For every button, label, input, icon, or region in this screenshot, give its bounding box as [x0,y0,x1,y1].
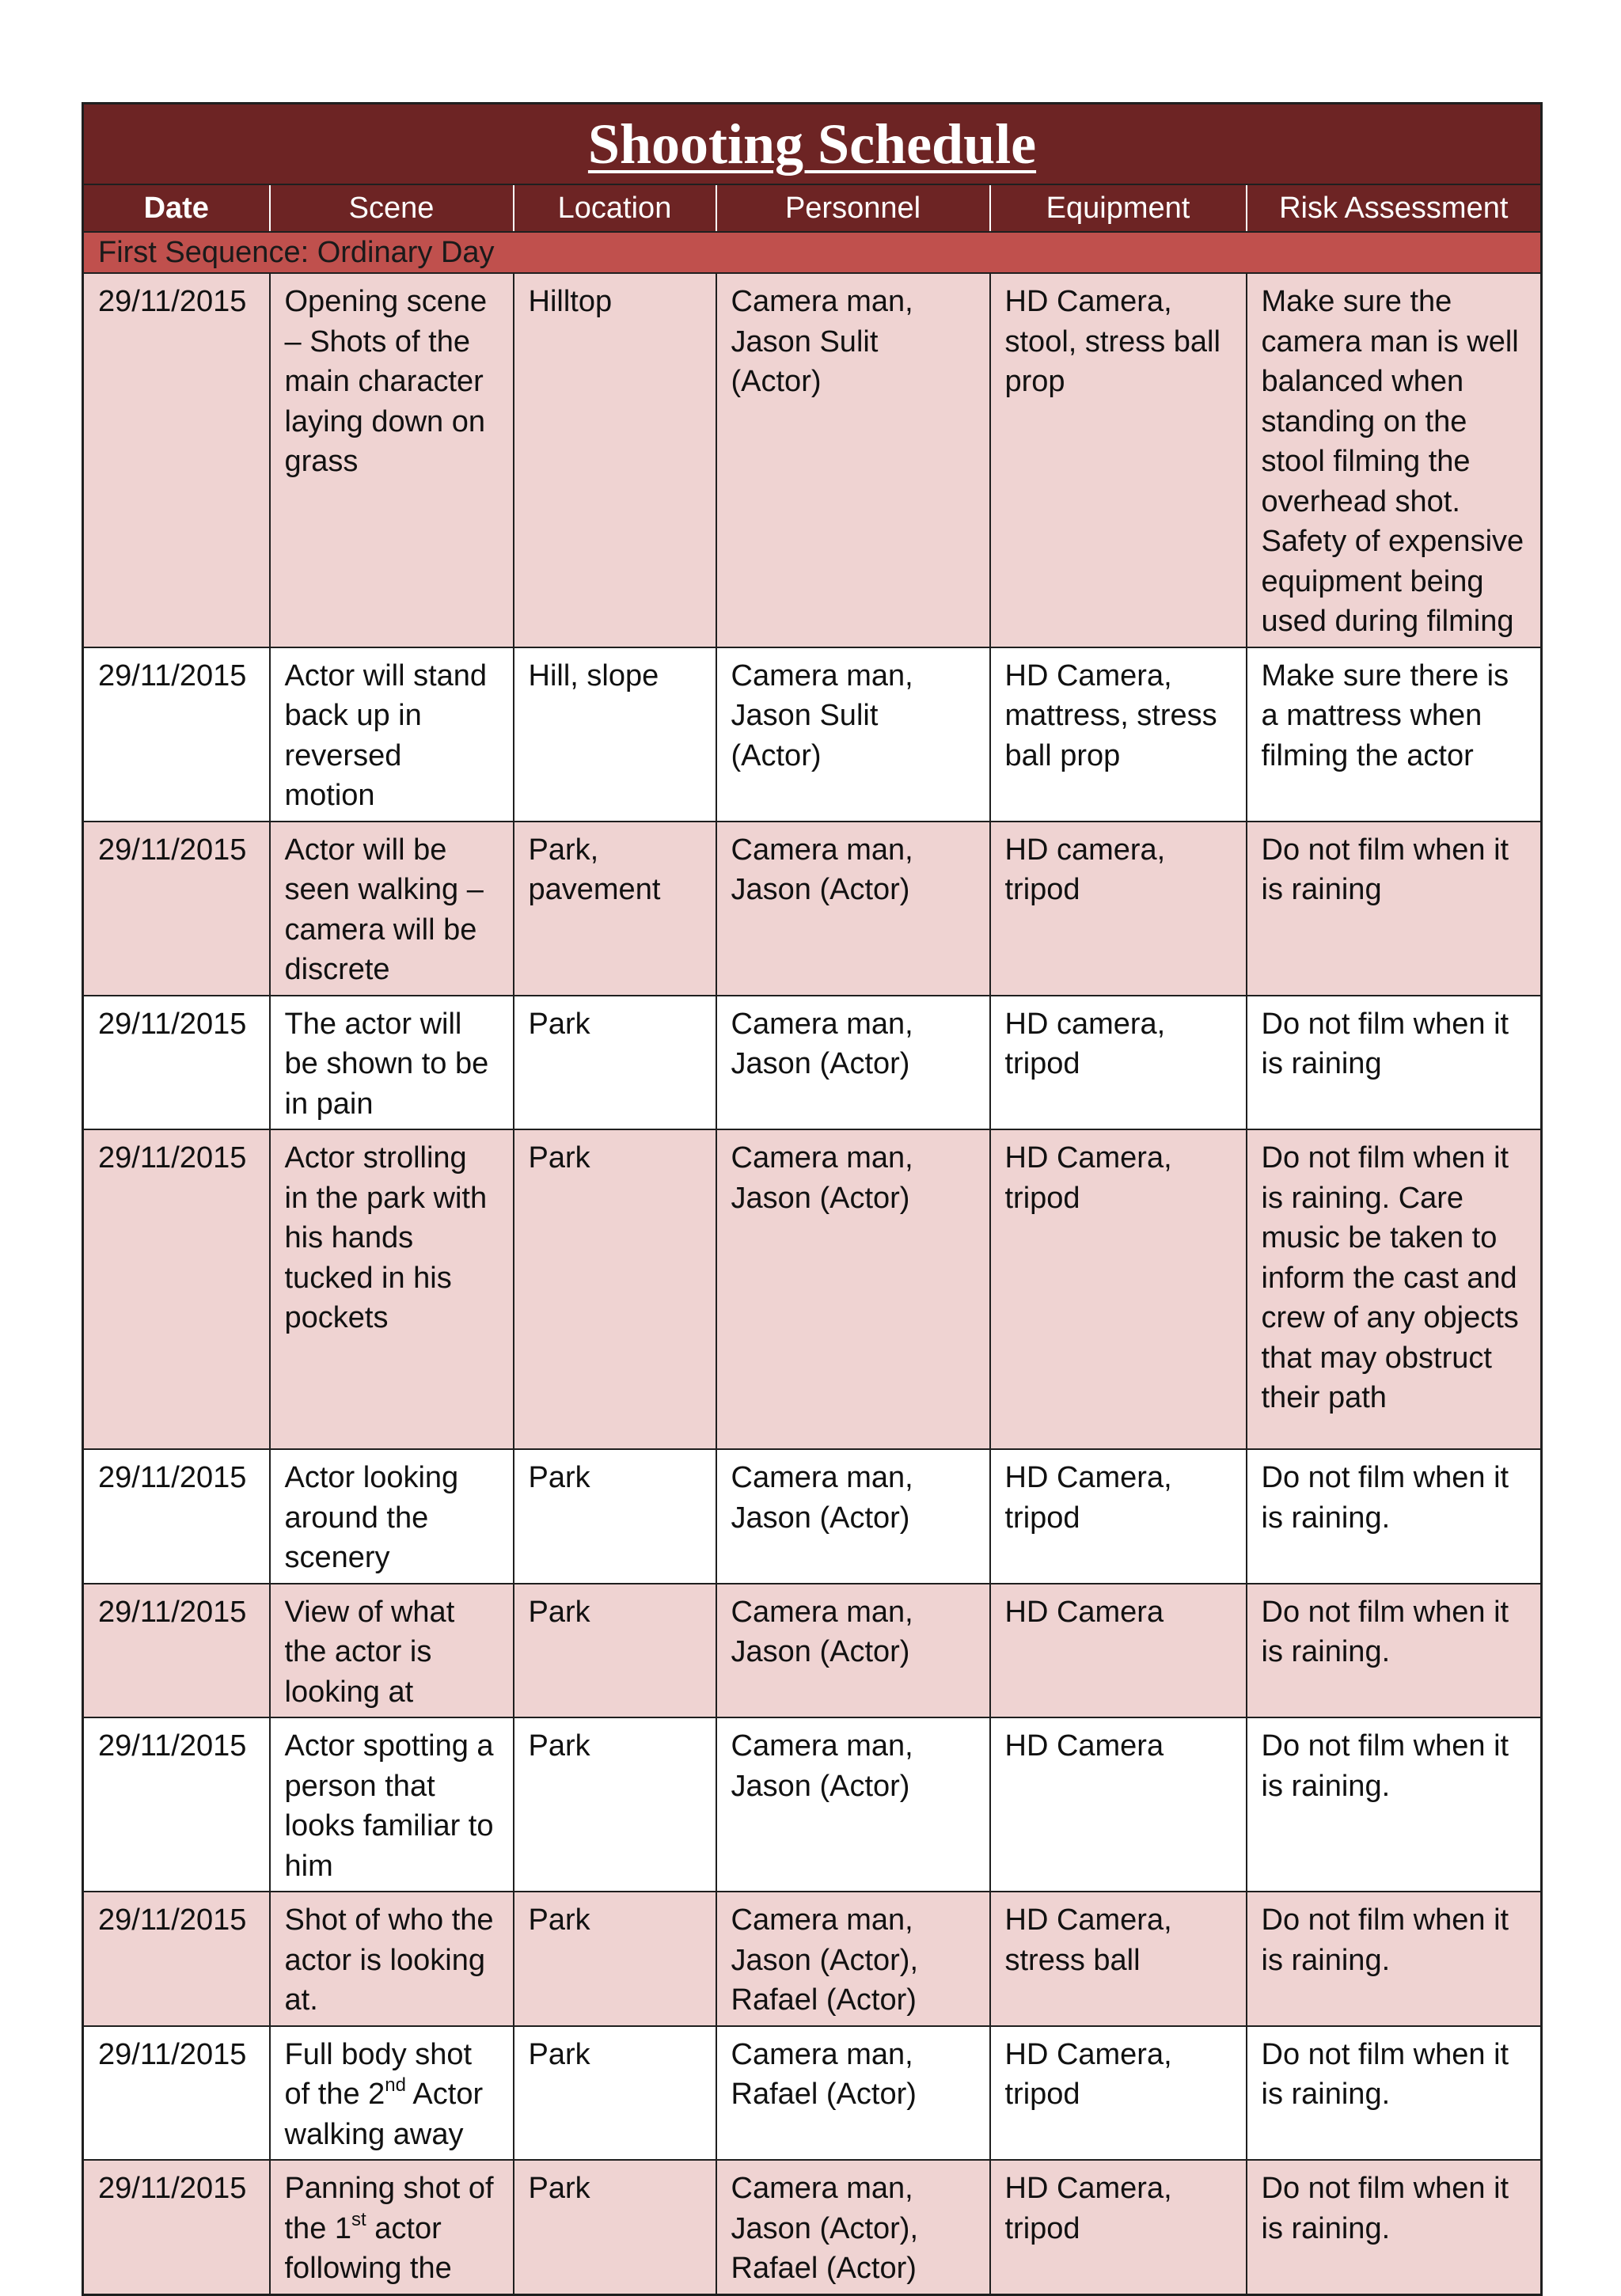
personnel-cell: Camera man, Jason (Actor) [716,822,990,996]
column-header-date: Date [83,184,270,232]
risk-cell: Make sure there is a mattress when filming the actor [1247,647,1542,822]
equipment-cell: HD Camera, stress ball [990,1892,1247,2026]
location-cell: Hilltop [514,273,716,647]
personnel-cell: Camera man, Jason (Actor) [716,1584,990,1718]
title-cell [83,104,1542,185]
personnel-cell: Camera man, Jason (Actor), Rafael (Actor) [716,2160,990,2294]
table-row [83,1892,1542,2026]
location-cell: Park [514,2160,716,2294]
table-row [83,2026,1542,2161]
date-cell: 29/11/2015 [83,647,270,822]
scene-cell [270,2160,514,2294]
risk-cell: Do not film when it is raining. [1247,1584,1542,1718]
scene-cell: Opening scene – Shots of the main character laying down on grass [270,273,514,647]
location-cell: Hill, slope [514,647,716,822]
scene-cell: Actor strolling in the park with his hands tucked in his pockets [270,1129,514,1449]
risk-cell: Do not film when it is raining. [1247,1449,1542,1584]
date-cell: 29/11/2015 [83,2160,270,2294]
date-cell: 29/11/2015 [83,273,270,647]
table-row [83,1584,1542,1718]
risk-cell: Do not film when it is raining. [1247,2026,1542,2161]
risk-cell: Do not film when it is raining. [1247,1717,1542,1892]
scene-cell: The actor will be shown to be in pain [270,996,514,1130]
equipment-cell: HD Camera, stool, stress ball prop [990,273,1247,647]
risk-cell: Do not film when it is raining. Care music be taken to inform the cast and crew of any objects that may obstruct their path [1247,1129,1542,1449]
column-header-personnel: Personnel [716,184,990,232]
location-cell: Park [514,1892,716,2026]
shooting-schedule-table [82,102,1543,2296]
equipment-cell: HD camera, tripod [990,996,1247,1130]
table-row [83,647,1542,822]
scene-cell: View of what the actor is looking at [270,1584,514,1718]
column-header-scene: Scene [270,184,514,232]
scene-cell: Actor will be seen walking – camera will be discrete [270,822,514,996]
risk-cell: Make sure the camera man is well balanced when standing on the stool filming the overhead shot. Safety of expensive equipment being used during filming [1247,273,1542,647]
location-cell: Park [514,2026,716,2161]
risk-cell: Do not film when it is raining. [1247,1892,1542,2026]
ordinal-suffix: nd [385,2074,406,2097]
scene-text: Full body shot of the 2 [284,2037,473,2111]
scene-cell: Shot of who the actor is looking at. [270,1892,514,2026]
date-cell: 29/11/2015 [83,1584,270,1718]
scene-text: Panning shot of the 1 [284,2172,494,2245]
equipment-cell: HD Camera, tripod [990,2026,1247,2161]
date-cell: 29/11/2015 [83,1892,270,2026]
column-header-equipment: Equipment [990,184,1247,232]
ordinal-suffix: st [351,2208,366,2230]
table-row [83,1449,1542,1584]
equipment-cell: HD Camera, tripod [990,1449,1247,1584]
equipment-cell: HD Camera, tripod [990,2160,1247,2294]
date-cell: 29/11/2015 [83,996,270,1130]
date-cell: 29/11/2015 [83,2026,270,2161]
date-cell: 29/11/2015 [83,822,270,996]
date-cell: 29/11/2015 [83,1129,270,1449]
personnel-cell: Camera man, Rafael (Actor) [716,2026,990,2161]
date-cell: 29/11/2015 [83,1449,270,1584]
table-row [83,273,1542,647]
personnel-cell: Camera man, Jason (Actor) [716,1129,990,1449]
page-title: Shooting Schedule [587,112,1037,176]
column-header-location: Location [514,184,716,232]
scene-text: Actor walking away [284,2078,484,2151]
location-cell: Park [514,1717,716,1892]
location-cell: Park [514,1584,716,1718]
location-cell: Park [514,1129,716,1449]
location-cell: Park [514,996,716,1130]
risk-cell: Do not film when it is raining [1247,996,1542,1130]
personnel-cell: Camera man, Jason (Actor) [716,1717,990,1892]
column-header-risk-assessment: Risk Assessment [1247,184,1542,232]
scene-cell: Actor will stand back up in reversed motion [270,647,514,822]
equipment-cell: HD Camera, mattress, stress ball prop [990,647,1247,822]
personnel-cell: Camera man, Jason (Actor), Rafael (Actor) [716,1892,990,2026]
header-row [83,184,1542,232]
table-row [83,996,1542,1130]
scene-cell: Actor looking around the scenery [270,1449,514,1584]
scene-cell [270,2026,514,2161]
scene-text: actor following the [284,2211,452,2285]
risk-cell: Do not film when it is raining. [1247,2160,1542,2294]
date-cell: 29/11/2015 [83,1717,270,1892]
personnel-cell: Camera man, Jason Sulit (Actor) [716,647,990,822]
section-label: First Sequence: Ordinary Day [83,232,1542,273]
equipment-cell: HD Camera [990,1584,1247,1718]
location-cell: Park, pavement [514,822,716,996]
equipment-cell: HD camera, tripod [990,822,1247,996]
equipment-cell: HD Camera [990,1717,1247,1892]
table-row [83,2160,1542,2294]
scene-cell: Actor spotting a person that looks familiar to him [270,1717,514,1892]
section-row [83,232,1542,273]
table-row [83,1129,1542,1449]
equipment-cell: HD Camera, tripod [990,1129,1247,1449]
personnel-cell: Camera man, Jason (Actor) [716,996,990,1130]
risk-cell: Do not film when it is raining [1247,822,1542,996]
personnel-cell: Camera man, Jason Sulit (Actor) [716,273,990,647]
table-row [83,822,1542,996]
personnel-cell: Camera man, Jason (Actor) [716,1449,990,1584]
table-row [83,1717,1542,1892]
location-cell: Park [514,1449,716,1584]
